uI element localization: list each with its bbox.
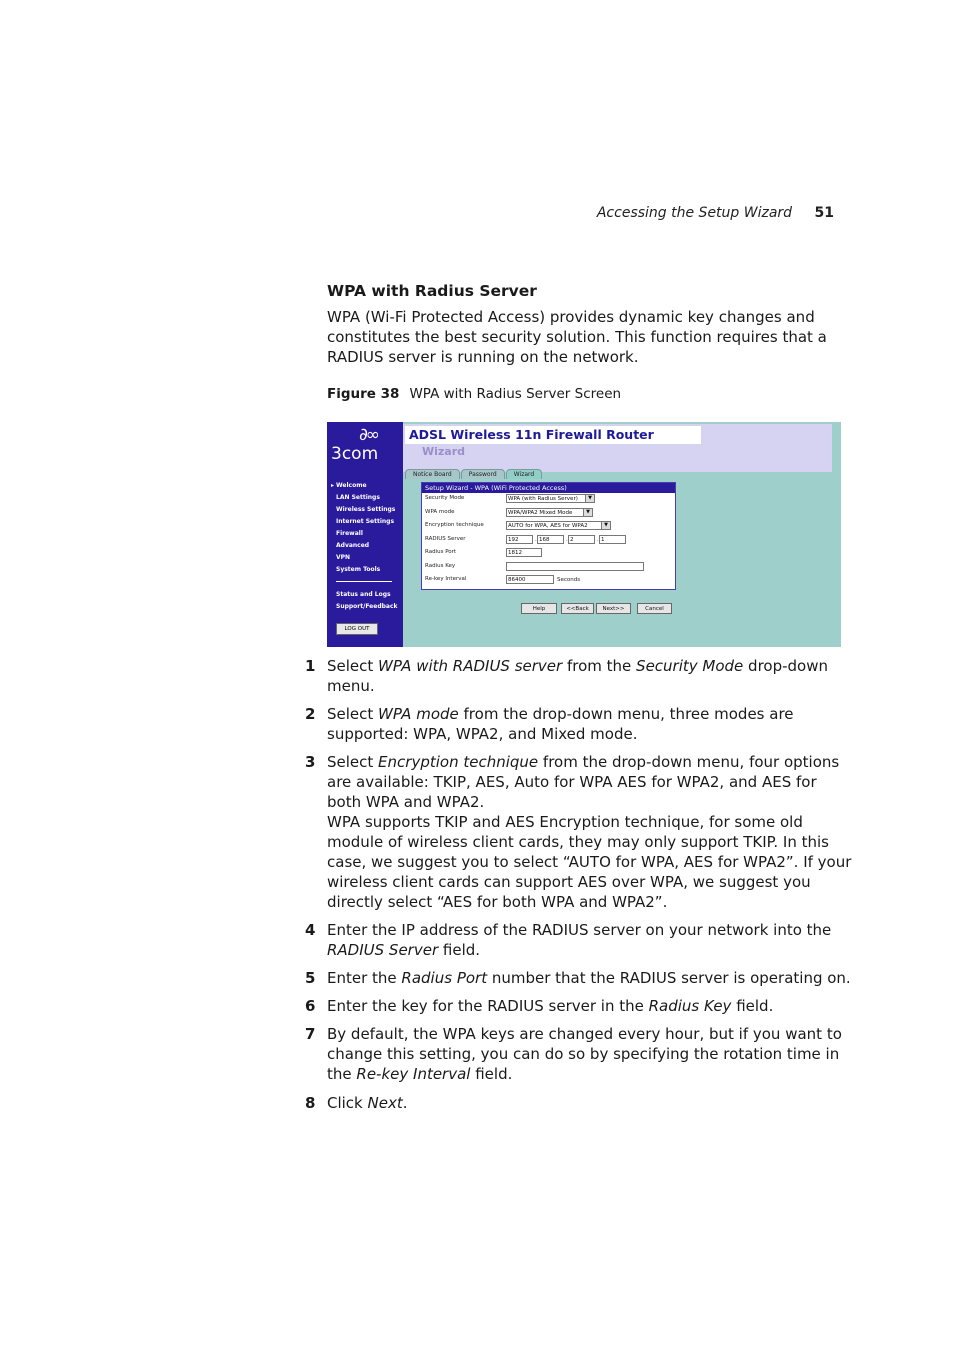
tab-wizard[interactable]: Wizard [506,469,542,479]
router-nav [331,480,403,613]
step-emphasis: Encryption technique [378,753,539,771]
page-number: 51 [814,205,834,221]
tab-notice-board[interactable]: Notice Board [405,469,460,479]
rekey-unit: Seconds [557,577,581,583]
step-text: field. [470,1065,513,1083]
figure-caption-text: WPA with Radius Server Screen [409,386,622,402]
step-text: By default, the WPA keys are changed every hour, but if you want to change this setting, you can do so by specifying the rotation time in the [327,1025,842,1083]
nav-item-welcome[interactable]: ▸ Welcome [331,480,403,492]
nav-item-internet-settings[interactable]: Internet Settings [336,518,395,525]
step-text: . [402,1094,408,1112]
wpa-mode-select[interactable] [506,508,593,517]
running-header [597,205,834,221]
ip-dot: . [535,536,537,543]
step-number: 3 [305,753,316,771]
router-tabs [405,461,543,478]
router-app-title: ADSL Wireless 11n Firewall Router [405,426,701,444]
radius-ip-octet-1[interactable]: 192 [506,535,533,544]
nav-item-advanced[interactable]: Advanced [336,542,370,549]
radius-port-input[interactable]: 1812 [506,548,542,557]
panel-title: Setup Wizard - WPA (WiFi Protected Access) [422,483,675,493]
brand-logo-text: 3com [331,444,379,464]
nav-item-wireless-settings[interactable]: Wireless Settings [336,506,396,513]
3com-logo-icon: ∂∞ [359,425,378,445]
rekey-label: Re-key Interval [425,576,467,582]
security-mode-value: WPA (with Radius Server) [508,496,578,502]
radius-ip-octet-4[interactable]: 1 [599,535,626,544]
security-mode-row [422,493,675,507]
security-mode-select[interactable] [506,494,595,503]
step-emphasis: Next [367,1094,403,1112]
step-number: 6 [305,997,316,1015]
back-button[interactable]: <<Back [561,603,594,614]
step-number: 7 [305,1025,316,1043]
nav-item-firewall[interactable]: Firewall [336,530,363,537]
figure-label: Figure 38 [327,386,400,402]
step-text: drop-down menu. [327,657,828,695]
rekey-interval-input[interactable]: 86400 [506,575,554,584]
logout-button[interactable]: LOG OUT [336,623,378,635]
wpa-settings-panel [421,482,676,590]
step-emphasis: Security Mode [636,657,744,675]
router-screenshot [327,422,841,647]
step-text: Select [327,705,379,723]
step-text: number that the RADIUS server is operating on. [487,969,851,987]
next-button[interactable]: Next>> [596,603,631,614]
step-text: Enter the IP address of the RADIUS server on your network into the [327,921,832,939]
wpa-mode-row [422,507,675,521]
figure-caption [327,386,621,402]
radius-server-label: RADIUS Server [425,535,466,542]
ip-dot: . [597,536,599,543]
step-number: 5 [305,969,316,987]
nav-divider [336,581,392,582]
wpa-mode-value: WPA/WPA2 Mixed Mode [508,509,573,516]
radius-key-input[interactable] [506,562,644,571]
step-text: Enter the [327,969,402,987]
step-emphasis: Radius Port [401,969,488,987]
step-text: Enter the key for the RADIUS server in the [327,997,649,1015]
intro-paragraph: WPA (Wi-Fi Protected Access) provides dynamic key changes and constitutes the best security solution. This function requires that a RADIUS server is running on the network. [327,308,827,366]
rekey-row [422,574,675,588]
step-text: Select [327,657,379,675]
step-emphasis: Radius Key [648,997,732,1015]
dropdown-arrow-icon: ▼ [601,522,610,529]
step-text: from the drop-down menu, three modes are supported: WPA, WPA2, and Mixed mode. [327,705,794,743]
step-emphasis: WPA mode [378,705,459,723]
ip-dot: . [566,536,568,543]
encryption-select[interactable] [506,521,611,530]
step-emphasis: RADIUS Server [327,941,439,959]
radius-port-row [422,547,675,561]
step-number: 8 [305,1094,316,1112]
step-note: WPA supports TKIP and AES Encryption technique, for some old module of wireless client cards, they may only support TKIP. In this case, we suggest you to select “AUTO for WPA, AES for WPA2”. If your wireless client cards can support AES over WPA, we suggest you directly select “AES for both WPA and WPA2”. [327,813,852,911]
tab-password[interactable]: Password [461,469,505,479]
step-text: Click [327,1094,368,1112]
nav-item-lan-settings[interactable]: LAN Settings [336,494,380,501]
wpa-mode-label: WPA mode [425,508,455,515]
step-text: field. [438,941,481,959]
dropdown-arrow-icon: ▼ [583,509,592,516]
help-button[interactable]: Help [521,603,557,614]
step-number: 1 [305,657,316,675]
encryption-value: AUTO for WPA, AES for WPA2 [508,523,588,529]
encryption-row [422,520,675,534]
step-number: 4 [305,921,316,939]
security-mode-label: Security Mode [425,495,465,501]
step-text: from the [562,657,637,675]
nav-item-support-feedback[interactable]: Support/Feedback [336,603,398,610]
router-sidebar [327,422,403,647]
encryption-label: Encryption technique [425,522,484,528]
step-text: Select [327,753,379,771]
section-title: WPA with Radius Server [327,282,537,300]
radius-key-label: Radius Key [425,562,456,569]
radius-ip-octet-3[interactable]: 2 [568,535,595,544]
radius-key-row [422,561,675,575]
nav-item-status-logs[interactable]: Status and Logs [336,591,391,598]
cancel-button[interactable]: Cancel [637,603,672,614]
nav-item-system-tools[interactable]: System Tools [336,566,381,573]
radius-port-label: Radius Port [425,549,457,555]
step-text: field. [731,997,774,1015]
radius-server-row [422,534,675,548]
step-emphasis: Re-key Interval [356,1065,471,1083]
nav-item-vpn[interactable]: VPN [336,554,351,561]
running-header-title: Accessing the Setup Wizard [596,205,793,221]
step-number: 2 [305,705,316,723]
step-emphasis: WPA with RADIUS server [378,657,563,675]
step-text: from the drop-down menu, four options are available: TKIP, AES, Auto for WPA AES for WPA2, and AES for both WPA and WPA2. [327,753,840,811]
dropdown-arrow-icon: ▼ [585,495,594,502]
radius-ip-octet-2[interactable]: 168 [537,535,564,544]
wizard-title: Wizard [422,445,466,458]
